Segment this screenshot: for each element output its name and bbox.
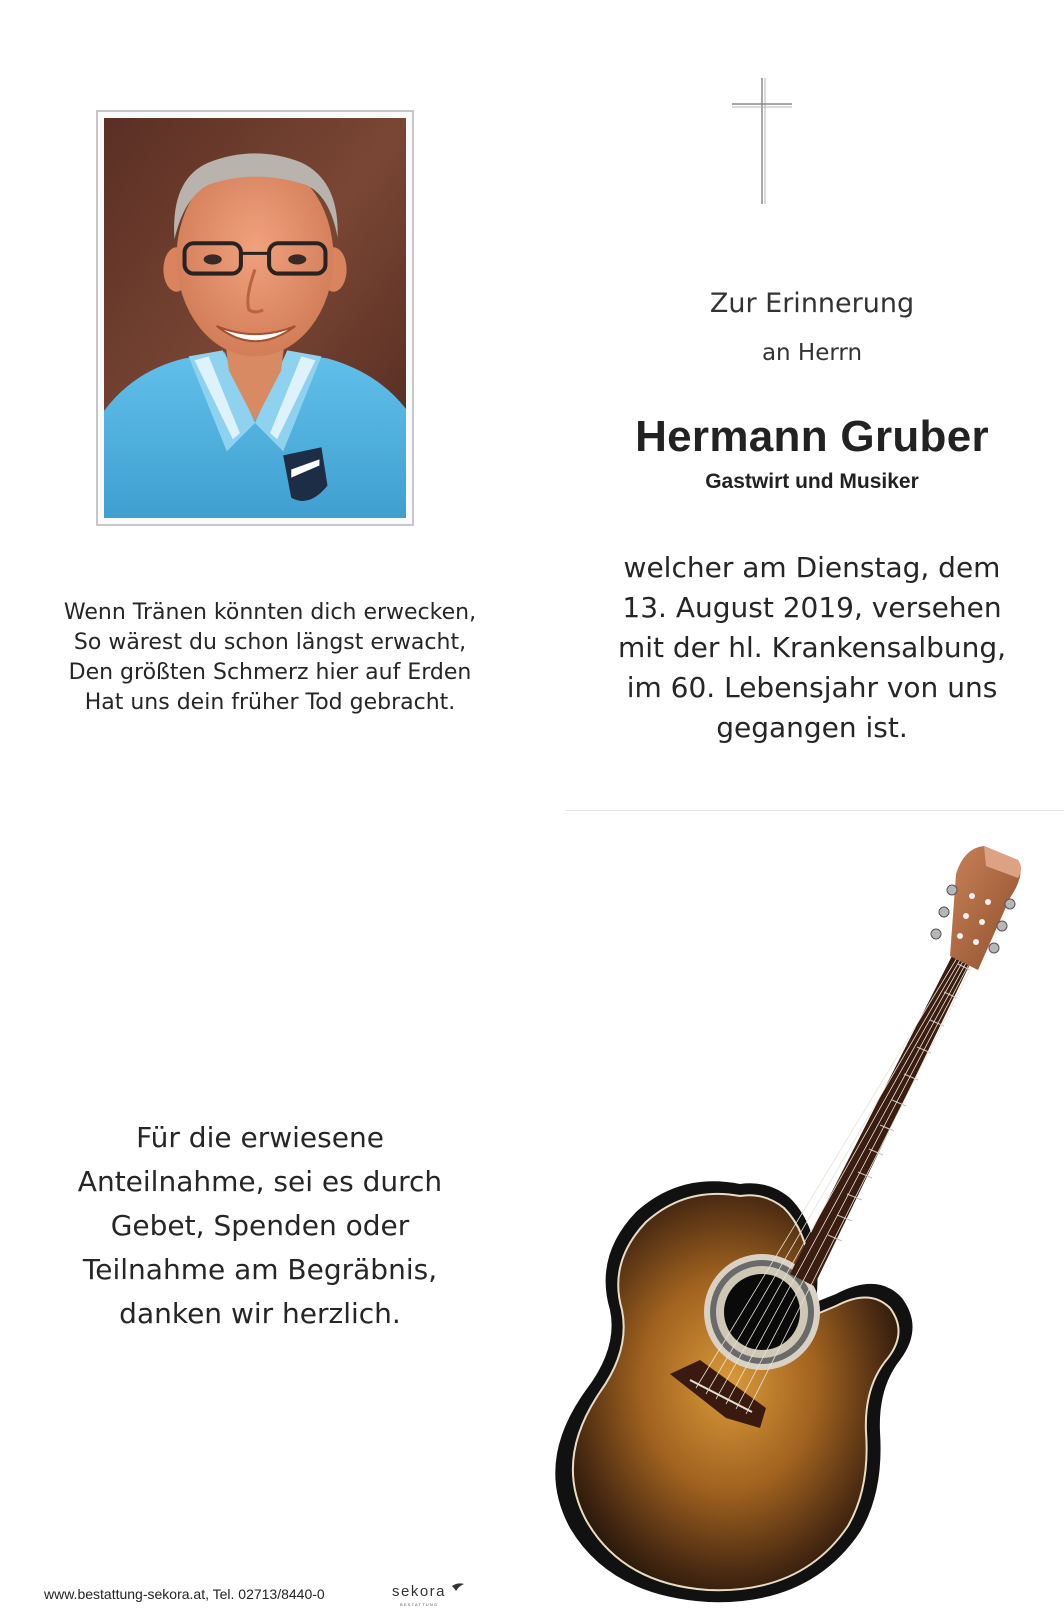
notice-line: gegangen ist. <box>716 711 908 744</box>
thanks-line: Teilnahme am Begräbnis, <box>82 1253 438 1286</box>
card-panel-guitar <box>540 812 1064 1624</box>
thanks-line: Für die erwiesene <box>136 1121 384 1154</box>
notice-line: im 60. Lebensjahr von uns <box>626 671 998 704</box>
intro-line-1: Zur Erinnerung <box>709 288 915 319</box>
notice-line: welcher am Dienstag, dem <box>623 551 1001 584</box>
logo-subtext: BESTATTUNG <box>400 1602 439 1607</box>
card-panel-memorial <box>560 0 1064 800</box>
deceased-name: Hermann Gruber <box>635 412 989 461</box>
thanks-line: Gebet, Spenden oder <box>110 1209 410 1242</box>
thanks-line: danken wir herzlich. <box>119 1297 401 1330</box>
footer-contact: www.bestattung-sekora.at, Tel. 02713/8440-0 <box>44 1586 325 1602</box>
card-panel-photo <box>0 0 540 800</box>
poem-line: Hat uns dein früher Tod gebracht. <box>84 690 456 715</box>
sekora-logo <box>392 1580 472 1610</box>
death-notice <box>560 548 1064 748</box>
cross-icon <box>730 76 794 206</box>
intro-line-2: an Herrn <box>761 340 863 366</box>
guitar-illustration <box>540 812 1064 1624</box>
thanks-line: Anteilnahme, sei es durch <box>77 1165 443 1198</box>
notice-line: 13. August 2019, versehen <box>622 591 1002 624</box>
poem-line: So wärest du schon längst erwacht, <box>73 630 467 655</box>
deceased-profession: Gastwirt und Musiker <box>705 470 919 493</box>
poem <box>20 598 520 718</box>
logo-text: sekora <box>392 1583 447 1600</box>
poem-line: Den größten Schmerz hier auf Erden <box>68 660 472 685</box>
photo-frame <box>96 110 414 526</box>
thanks-text <box>30 1116 490 1336</box>
poem-line: Wenn Tränen könnten dich erwecken, <box>63 600 477 625</box>
portrait-photo <box>104 118 406 518</box>
notice-line: mit der hl. Krankensalbung, <box>617 631 1007 664</box>
fold-divider <box>565 810 1064 811</box>
